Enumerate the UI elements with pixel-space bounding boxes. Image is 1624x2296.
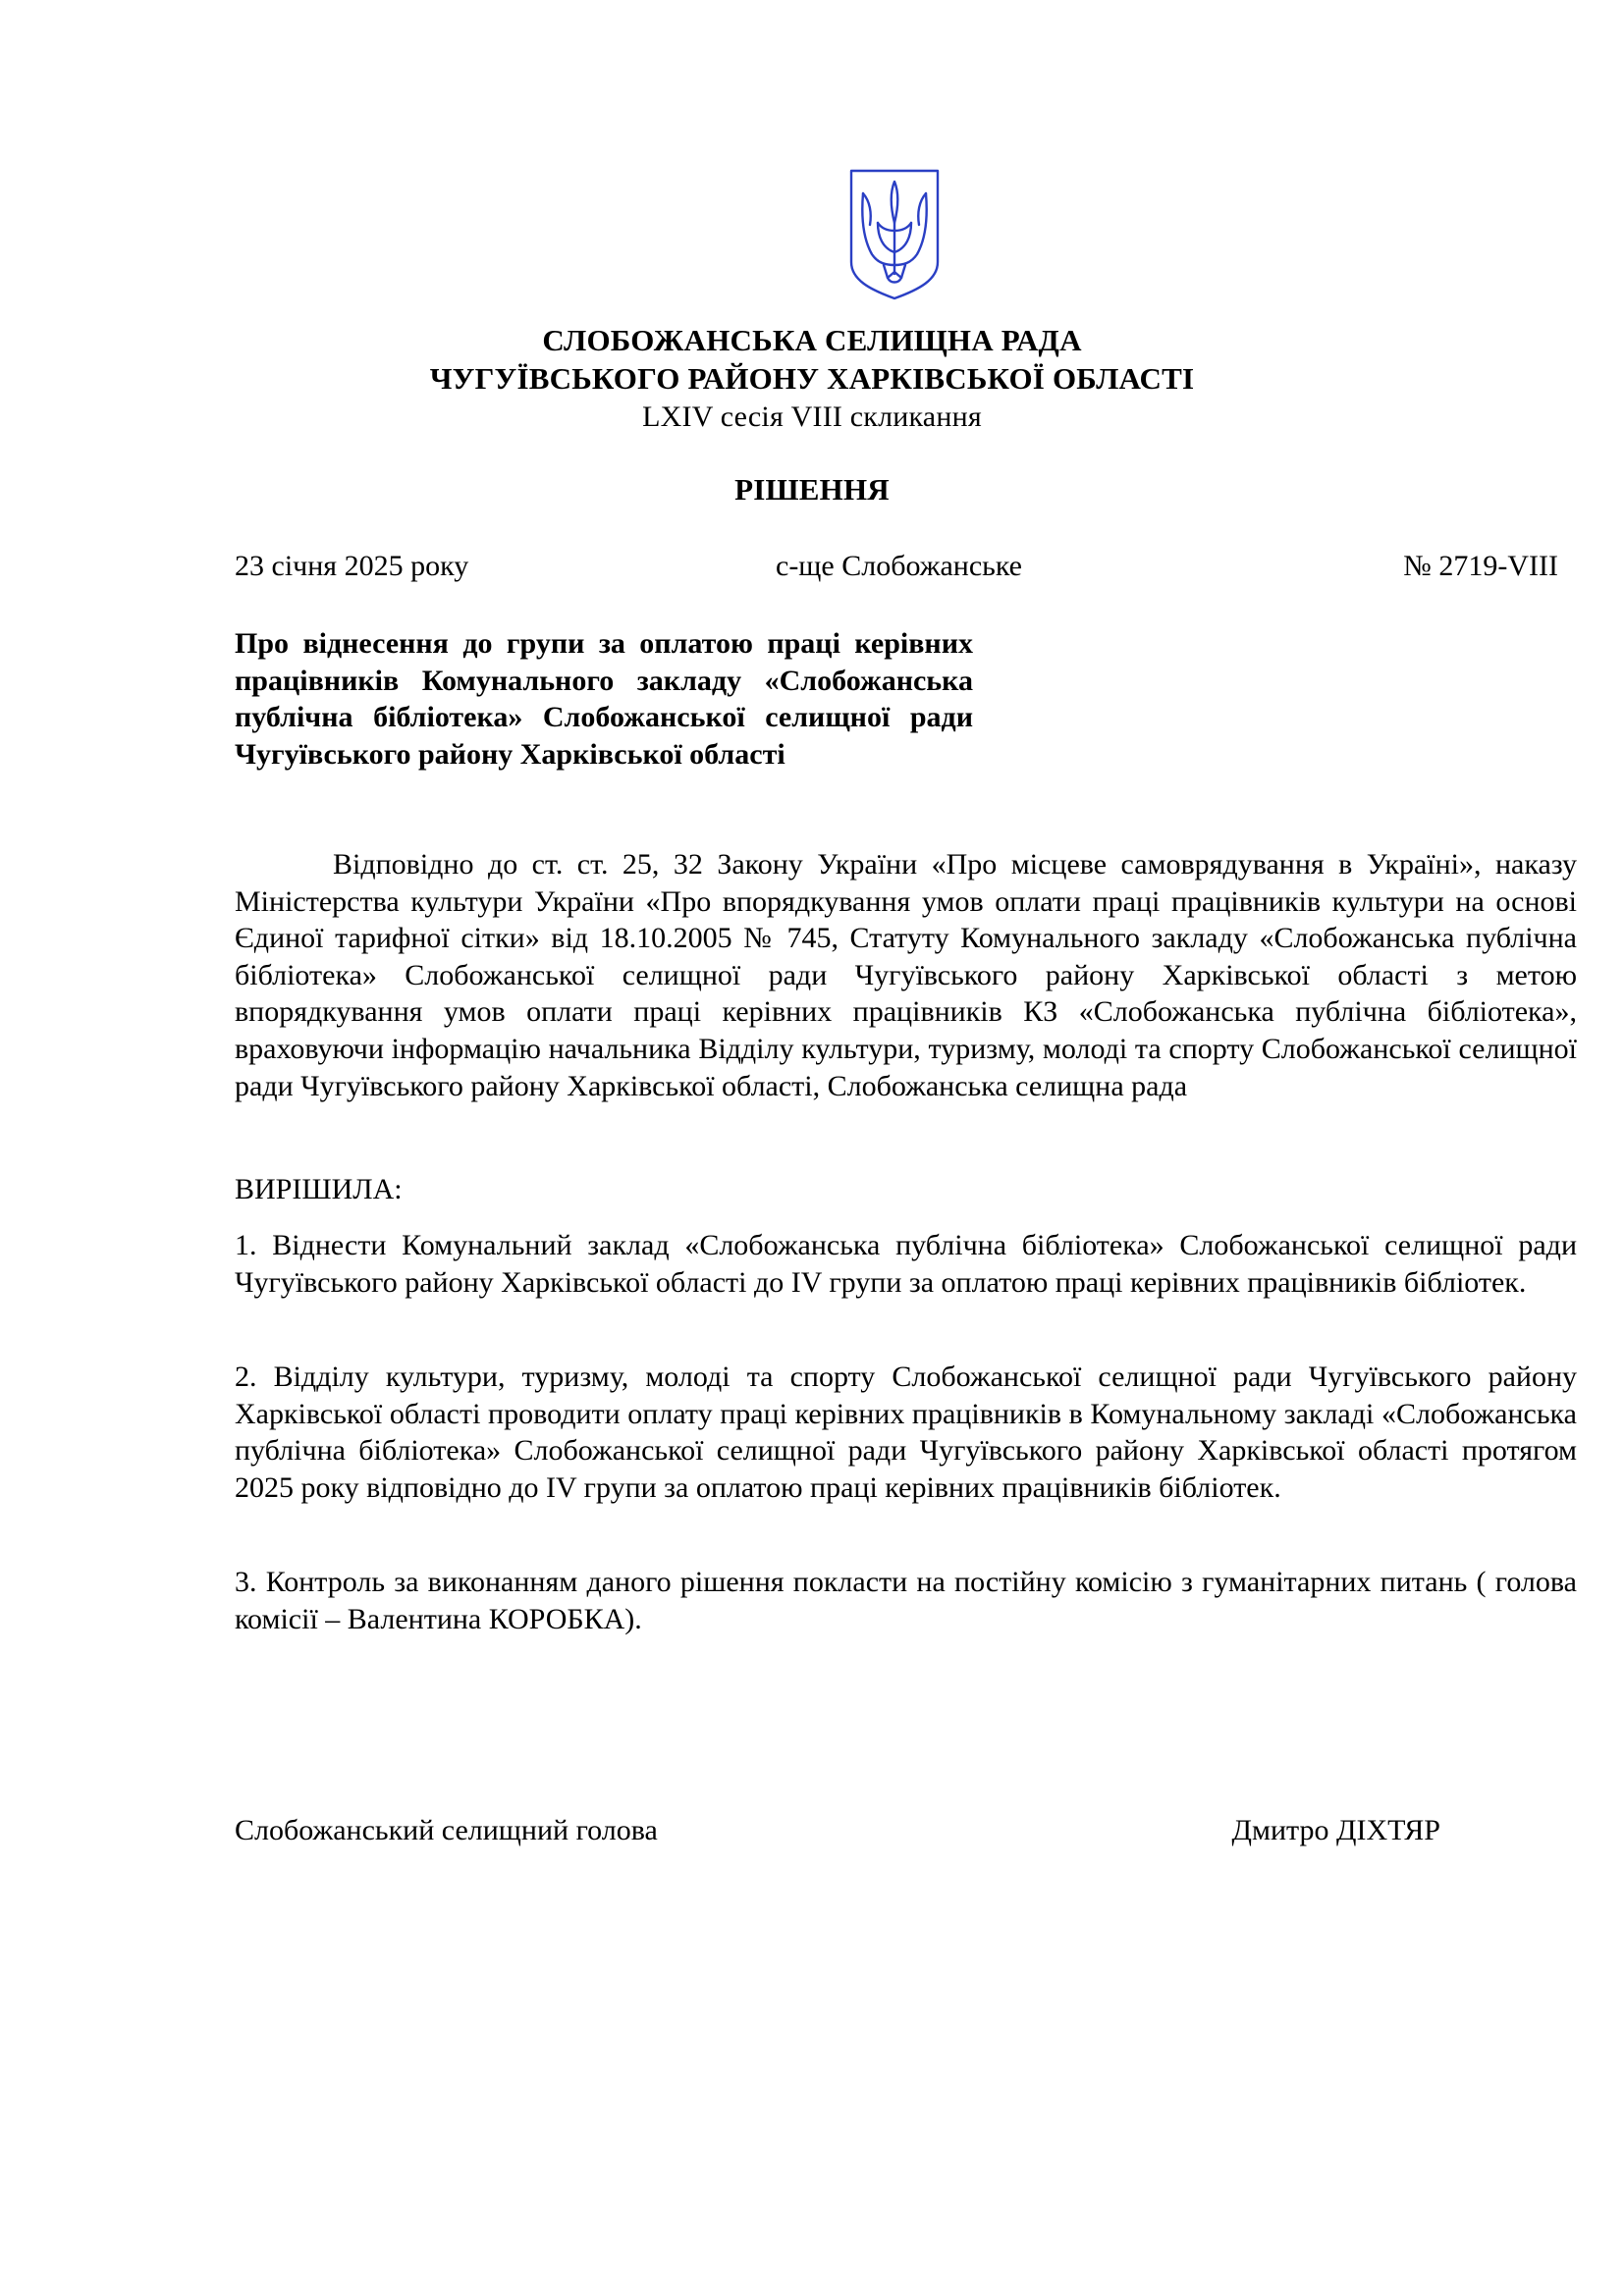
signatory-name: Дмитро ДІХТЯР bbox=[1231, 1814, 1440, 1846]
council-title: СЛОБОЖАНСЬКА СЕЛИЩНА РАДА bbox=[542, 323, 1082, 357]
decision-item-1: 1. Віднести Комунальний заклад «Слобожанська публічна бібліотека» Слобожанської селищної ради Чугуївського району Харківської області до IV групи за оплатою праці керівних працівників бібліотек. bbox=[235, 1229, 1577, 1299]
decided-heading: ВИРІШИЛА: bbox=[235, 1173, 403, 1205]
coat-of-arms-icon bbox=[848, 168, 941, 301]
document-meta bbox=[235, 548, 1558, 587]
document-type: РІШЕННЯ bbox=[734, 472, 890, 507]
decision-item-2: 2. Відділу культури, туризму, молоді та спорту Слобожанської селищної ради Чугуївського району Харківської області проводити оплату праці керівних працівників в Комунальному закладі «Слобожанська публічна бібліотека» Слобожанської селищної ради Чугуївського району Харківської області протягом 2025 року відповідно до IV групи за оплатою праці керівних працівників бібліотек. bbox=[235, 1361, 1577, 1504]
session-line: LXIV сесія VIII скликання bbox=[642, 400, 982, 433]
document-place: с-ще Слобожанське bbox=[776, 550, 1022, 582]
district-title: ЧУГУЇВСЬКОГО РАЙОНУ ХАРКІВСЬКОЇ ОБЛАСТІ bbox=[429, 361, 1195, 396]
document-date: 23 січня 2025 року bbox=[235, 550, 469, 582]
document-number: № 2719-VIII bbox=[1403, 550, 1558, 582]
document-subject: Про віднесення до групи за оплатою праці керівних працівників Комунального закладу «Слобожанська публічна бібліотека» Слобожанської селищної ради Чугуївського району Харківської області bbox=[235, 627, 973, 771]
preamble-paragraph: Відповідно до ст. ст. 25, 32 Закону України «Про місцеве самоврядування в Україні», наказу Міністерства культури України «Про впорядкування умов оплати праці працівників культури на основі Єдиної тарифної сітки» від 18.10.2005 № 745, Статуту Комунального закладу «Слобожанська публічна бібліотека» Слобожанської селищної ради Чугуївського району Харківської області з метою впорядкування умов оплати праці керівних працівників КЗ «Слобожанська публічна бібліотека», враховуючи інформацію начальника Відділу культури, туризму, молоді та спорту Слобожанської селищної ради Чугуївського району Харківської області, Слобожанська селищна рада bbox=[235, 848, 1577, 1102]
decision-item-3: 3. Контроль за виконанням даного рішення покласти на постійну комісію з гуманітарних питань ( голова комісії – Валентина КОРОБКА). bbox=[235, 1566, 1577, 1635]
signatory-position: Слобожанський селищний голова bbox=[235, 1814, 658, 1846]
